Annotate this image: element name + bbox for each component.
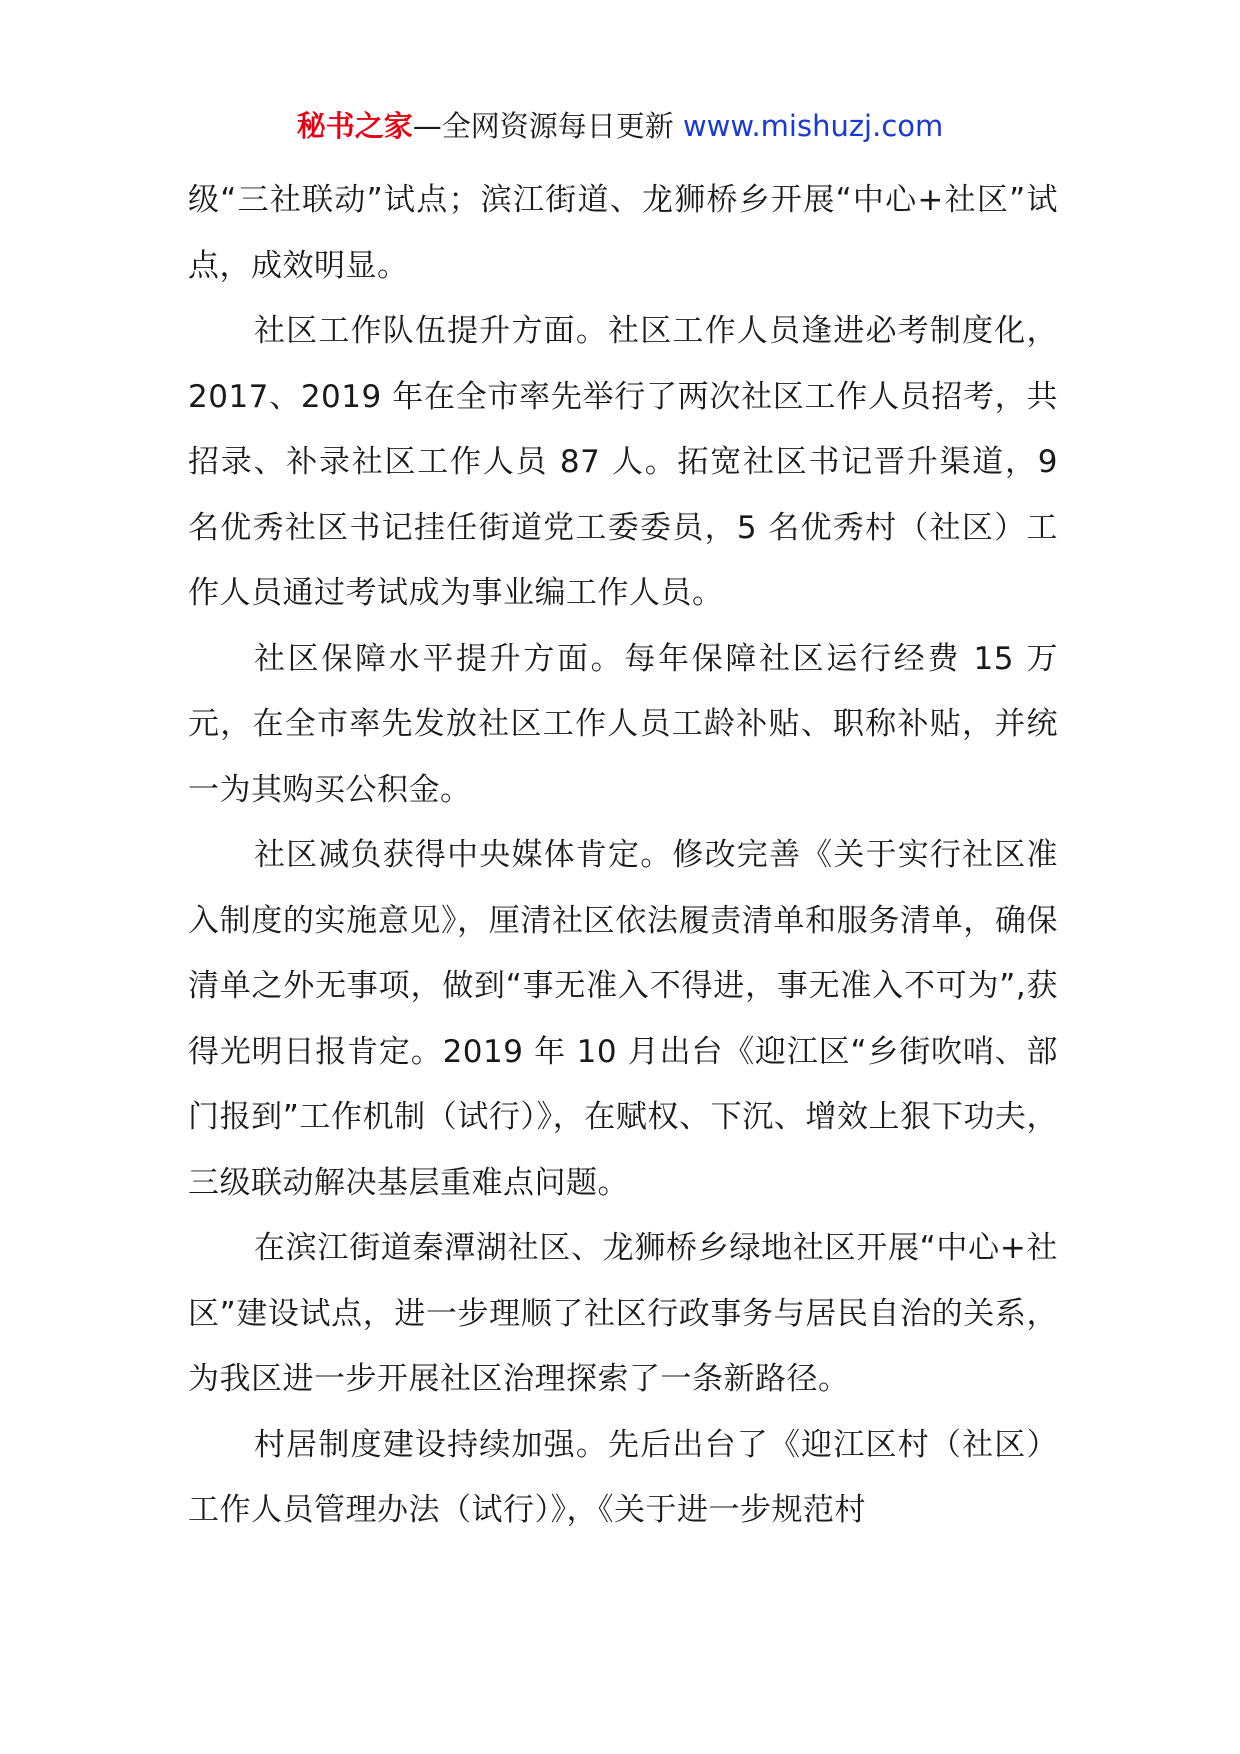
brand-name: 秘书之家 (296, 109, 413, 143)
paragraph-staff: 社区工作队伍提升方面。社区工作人员逢进必考制度化，2017、2019 年在全市率先举行了两次社区工作人员招考，共招录、补录社区工作人员 87 人。拓宽社区书记晋升渠道，9 名优秀社区书记挂任街道党工委委员，5 名优秀村（社区）工作人员通过考试成为事业编工作人员。 (188, 313, 1058, 611)
document-body (188, 168, 1058, 1544)
watermark-header (0, 104, 1240, 148)
paragraph-funding: 社区保障水平提升方面。每年保障社区运行经费 15 万元，在全市率先发放社区工作人员工龄补贴、职称补贴，并统一为其购买公积金。 (188, 640, 1058, 808)
website-link[interactable]: www.mishuzj.com (682, 109, 944, 143)
paragraph-regulations: 村居制度建设持续加强。先后出台了《迎江区村（社区）工作人员管理办法（试行）》，《关于进一步规范村 (188, 1426, 1058, 1528)
paragraph-continuation: 级“三社联动”试点；滨江街道、龙狮桥乡开展“中心+社区”试点，成效明显。 (188, 182, 1058, 284)
paragraph-pilot: 在滨江街道秦潭湖社区、龙狮桥乡绿地社区开展“中心+社区”建设试点，进一步理顺了社区行政事务与居民自治的关系，为我区进一步开展社区治理探索了一条新路径。 (188, 1230, 1058, 1397)
header-slogan: —全网资源每日更新 (412, 109, 683, 143)
paragraph-burden-reduction: 社区减负获得中央媒体肯定。修改完善《关于实行社区准入制度的实施意见》，厘清社区依法履责清单和服务清单，确保清单之外无事项，做到“事无准入不得进，事无准入不可为”,获得光明日报肯定。2019 年 10 月出台《迎江区“乡街吹哨、部门报到”工作机制（试行）》，在赋权、下沉、增效上狠下功夫，三级联动解决基层重难点问题。 (188, 837, 1058, 1201)
